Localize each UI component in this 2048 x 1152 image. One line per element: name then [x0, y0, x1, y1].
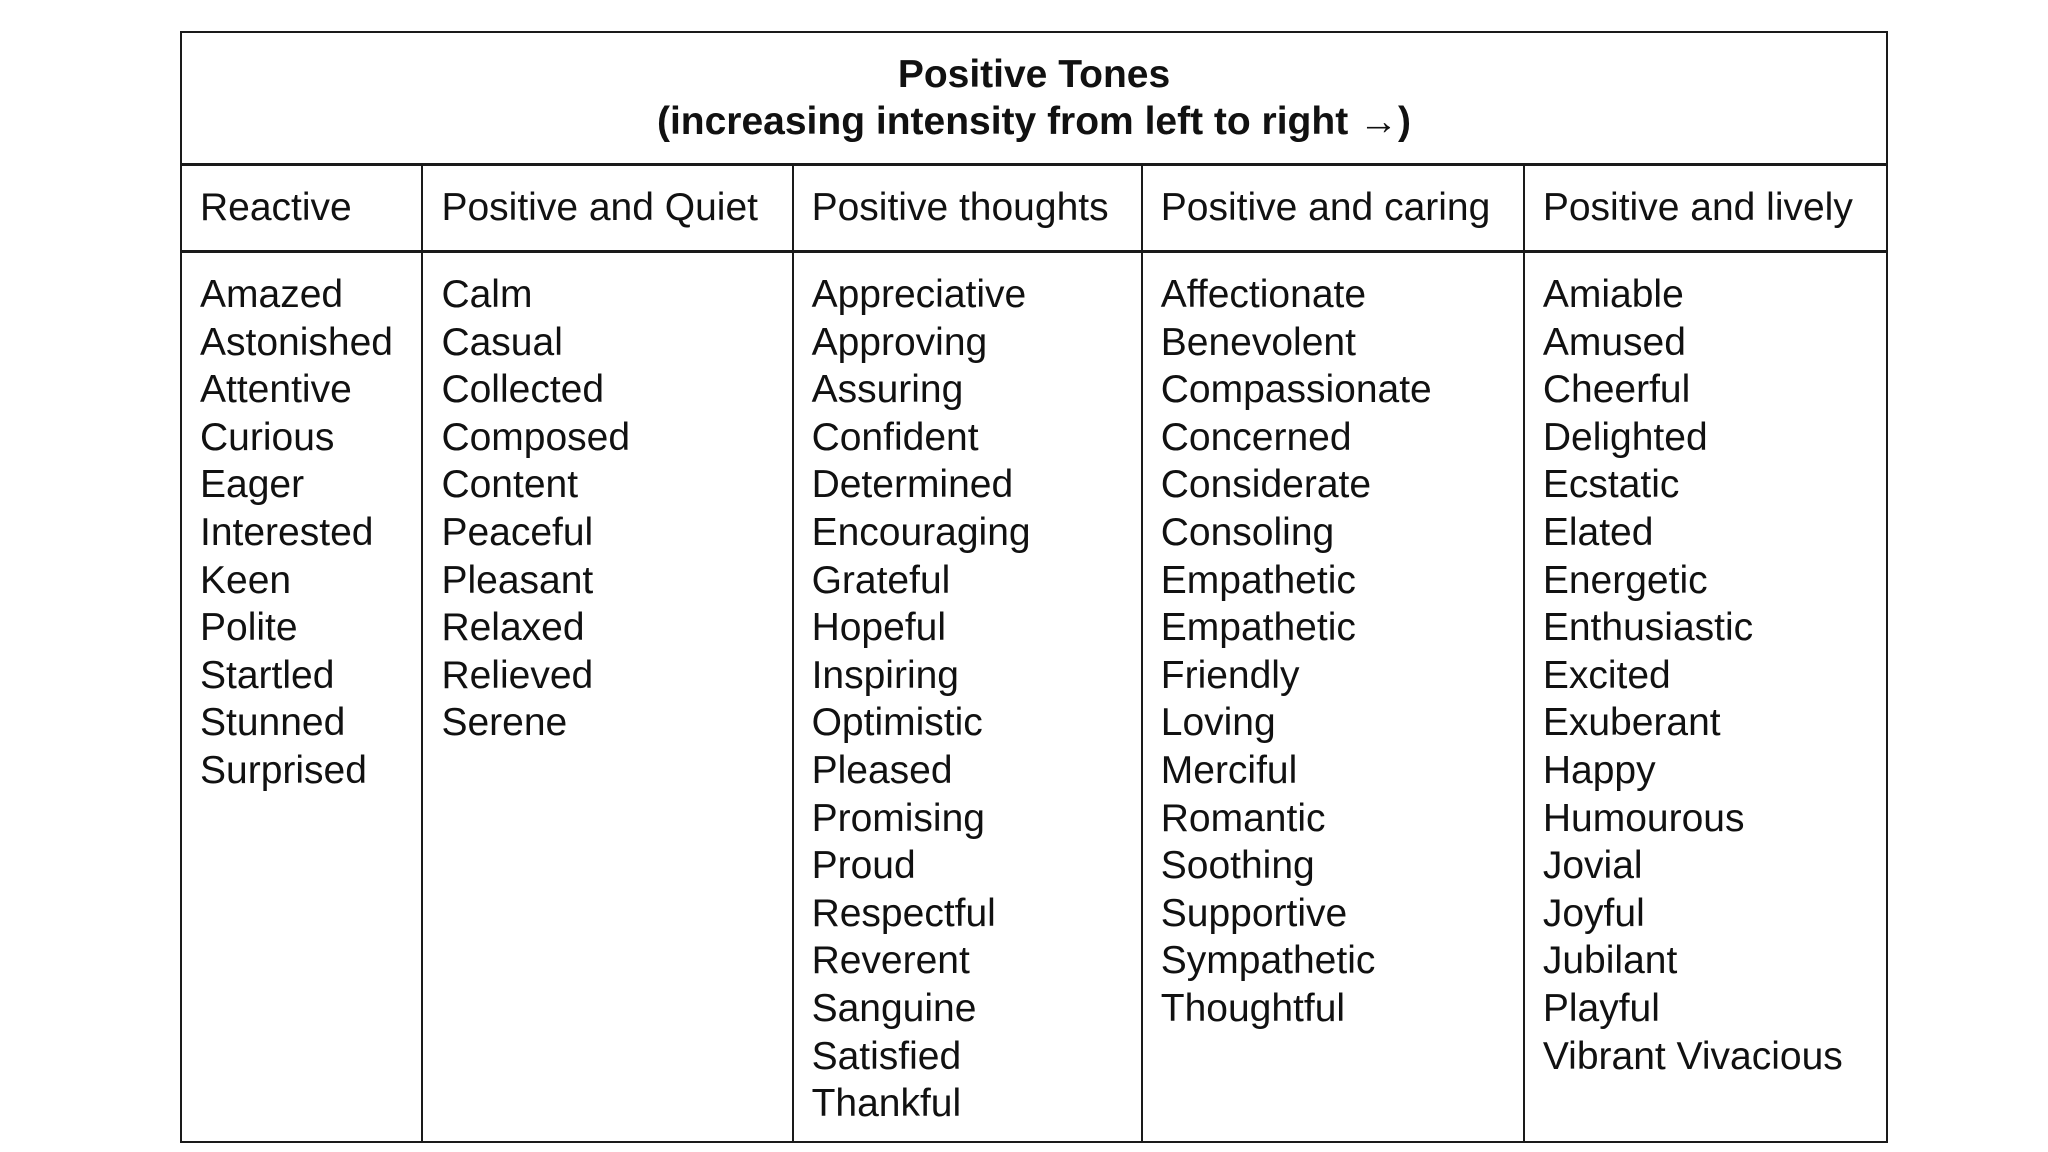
- word-list-positive-and-caring: [1161, 271, 1523, 1033]
- tone-word: Concerned: [1160, 415, 1352, 459]
- column-positive-and-lively: [1525, 253, 1886, 1141]
- tone-word: Content: [441, 463, 579, 507]
- tone-word: Inspiring: [811, 653, 959, 697]
- tone-word: Thankful: [811, 1082, 962, 1126]
- tone-word: Appreciative: [811, 273, 1027, 316]
- tone-word: Enthusiastic: [1542, 606, 1754, 650]
- column-positive-thoughts: [794, 253, 1143, 1141]
- tone-word: Composed: [441, 415, 631, 459]
- tone-word: Startled: [200, 653, 335, 697]
- tone-word: Surprised: [200, 748, 367, 792]
- tone-word: Serene: [441, 701, 568, 745]
- tone-word: Soothing: [1160, 844, 1315, 888]
- tone-word: Energetic: [1542, 558, 1708, 602]
- tone-word: Promising: [811, 796, 985, 840]
- column-header-positive-thoughts: Positive thoughts: [794, 166, 1143, 250]
- column-header-positive-and-lively: Positive and lively: [1542, 186, 1853, 229]
- tone-word: Exuberant: [1542, 701, 1721, 745]
- tone-word: Cheerful: [1542, 368, 1691, 412]
- tone-word: Sympathetic: [1160, 939, 1376, 983]
- tone-word: Loving: [1160, 701, 1276, 745]
- tone-word: Confident: [811, 415, 979, 459]
- tone-word: Excited: [1542, 653, 1671, 697]
- column-reactive: [182, 253, 423, 1141]
- tone-word: Merciful: [1160, 748, 1298, 792]
- table-title-cell: [182, 33, 1886, 166]
- tone-word: Stunned: [200, 701, 346, 745]
- tone-word: Playful: [1542, 986, 1660, 1030]
- tone-word: Satisfied: [811, 1034, 962, 1078]
- tone-word: Respectful: [811, 891, 996, 935]
- column-header-positive-and-caring: Positive and caring: [1143, 166, 1525, 250]
- tone-word: Ecstatic: [1542, 463, 1680, 507]
- tone-word: Considerate: [1160, 463, 1372, 507]
- tone-word: Empathetic: [1160, 606, 1356, 650]
- tone-word: Supportive: [1160, 891, 1348, 935]
- tone-word: Astonished: [200, 320, 393, 364]
- tone-word: Eager: [200, 463, 305, 507]
- table-subtitle: (increasing intensity from left to right →): [656, 100, 1412, 143]
- column-header-row: [182, 166, 1886, 253]
- word-list-reactive: [200, 271, 421, 795]
- word-list-row: [182, 253, 1886, 1141]
- column-header-reactive: Reactive: [182, 166, 423, 250]
- tone-word: Assuring: [811, 368, 964, 412]
- tone-word: Benevolent: [1160, 320, 1356, 364]
- tone-word: Happy: [1542, 748, 1656, 792]
- tone-word: Amused: [1542, 320, 1686, 364]
- tone-word: Encouraging: [811, 510, 1031, 554]
- tone-word: Amazed: [200, 273, 344, 316]
- tone-word: Keen: [200, 558, 292, 602]
- tone-word: Curious: [200, 415, 335, 459]
- tone-word: Amiable: [1542, 273, 1684, 316]
- tone-word: Friendly: [1160, 653, 1300, 697]
- tone-word: Determined: [811, 463, 1014, 507]
- tone-word: Compassionate: [1160, 368, 1432, 412]
- positive-tones-table: [180, 31, 1888, 1143]
- tone-word: Thoughtful: [1160, 986, 1346, 1030]
- word-list-positive-thoughts: [812, 271, 1141, 1128]
- tone-word: Pleasant: [441, 558, 594, 602]
- tone-word: Grateful: [811, 558, 951, 602]
- tone-word: Empathetic: [1160, 558, 1356, 602]
- tone-word: Delighted: [1542, 415, 1708, 459]
- column-positive-and-caring: [1143, 253, 1525, 1141]
- column-header-positive-and-quiet: Positive and Quiet: [423, 166, 793, 250]
- tone-word: Collected: [441, 368, 605, 412]
- tone-word: Romantic: [1160, 796, 1326, 840]
- tone-word: Affectionate: [1160, 273, 1367, 316]
- tone-word: Elated: [1542, 510, 1654, 554]
- tone-word: Pleased: [811, 748, 953, 792]
- tone-word: Relaxed: [441, 606, 585, 650]
- tone-word: Casual: [441, 320, 563, 364]
- tone-word: Proud: [811, 844, 916, 888]
- table-title: Positive Tones: [897, 53, 1171, 96]
- tone-word: Vibrant Vivacious: [1542, 1034, 1843, 1078]
- tone-word: Jovial: [1542, 844, 1643, 888]
- tone-word: Hopeful: [811, 606, 947, 650]
- tone-word: Interested: [200, 510, 374, 554]
- column-positive-and-quiet: [423, 253, 793, 1141]
- tone-word: Joyful: [1542, 891, 1645, 935]
- tone-word: Reverent: [811, 939, 970, 983]
- tone-word: Peaceful: [441, 510, 594, 554]
- tone-word: Polite: [200, 606, 298, 650]
- tone-word: Attentive: [200, 368, 352, 412]
- tone-word: Humourous: [1542, 796, 1745, 840]
- tone-word: Approving: [811, 320, 988, 364]
- word-list-positive-and-quiet: [441, 271, 791, 747]
- tone-word: Sanguine: [811, 986, 977, 1030]
- tone-word: Consoling: [1160, 510, 1335, 554]
- tone-word: Calm: [441, 273, 533, 316]
- word-list-positive-and-lively: [1543, 271, 1886, 1080]
- tone-word: Jubilant: [1542, 939, 1678, 983]
- tone-word: Optimistic: [811, 701, 983, 745]
- tone-word: Relieved: [441, 653, 594, 697]
